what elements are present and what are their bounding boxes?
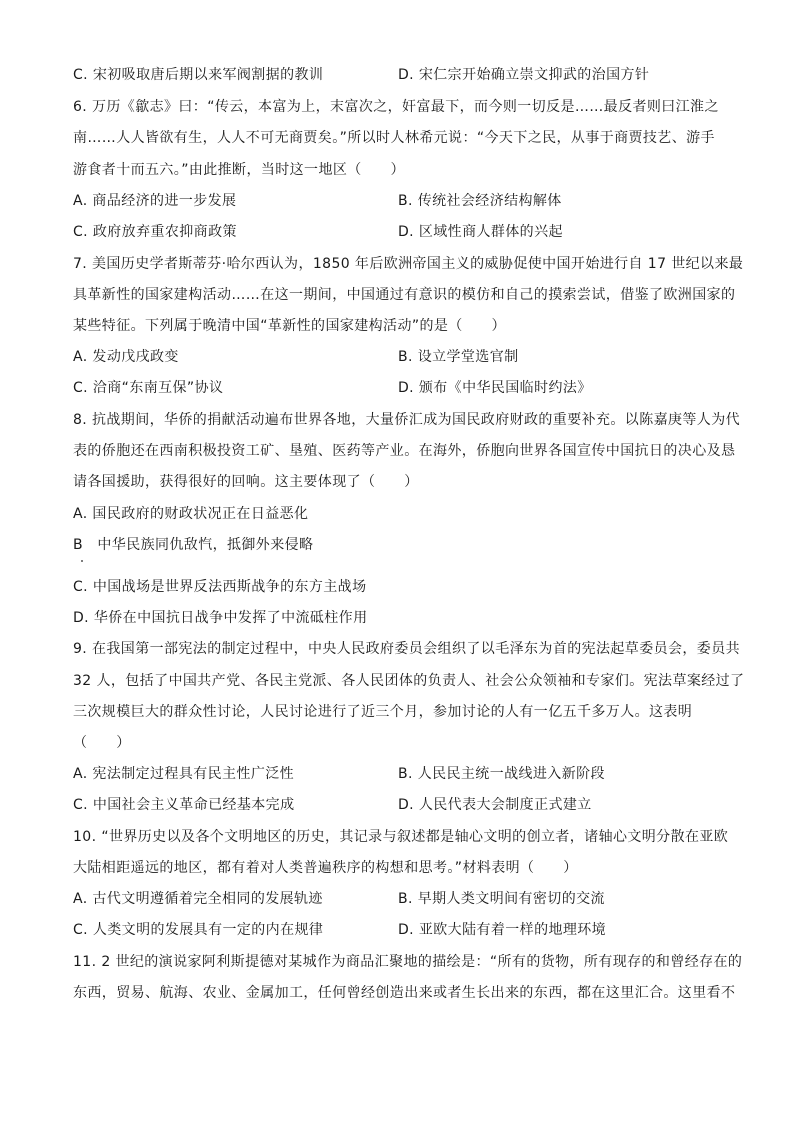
q7-stem-line-2: 具革新性的国家建构活动……在这一期间，中国通过有意识的模仿和自己的摸索尝试，借鉴了欧洲国家的 (73, 287, 736, 303)
q6-option-b: B. 传统社会经济结构解体 (398, 193, 562, 209)
q6-option-d: D. 区域性商人群体的兴起 (398, 224, 563, 240)
q7-option-c: C. 洽商“东南互保”协议 (73, 380, 224, 396)
q10-option-c: C. 人类文明的发展具有一定的内在规律 (73, 922, 324, 938)
q9-option-c: C. 中国社会主义革命已经基本完成 (73, 797, 295, 813)
q6-option-c: C. 政府放弃重农抑商政策 (73, 224, 237, 240)
q11-stem-line-2: 东西，贸易、航海、农业、金属加工，任何曾经创造出来或者生长出来的东西，都在这里汇合。这里看不 (73, 985, 736, 1001)
q9-stem-line-4: （ ） (73, 735, 131, 751)
q6-stem-line-3: 游食者十而五六。”由此推断，当时这一地区（ ） (73, 162, 405, 178)
q9-stem-line-3: 三次规模巨大的群众性讨论，人民讨论进行了近三个月，参加讨论的人有一亿五千多万人。这表明 (73, 704, 693, 720)
q9-option-b: B. 人民民主统一战线进入新阶段 (398, 766, 605, 782)
q7-option-a: A. 发动戊戌政变 (73, 349, 179, 365)
q7-option-b: B. 设立学堂选官制 (398, 349, 519, 365)
q9-stem-line-2: 32 人，包括了中国共产党、各民主党派、各人民团体的负责人、社会公众领袖和专家们。宪法草案经过了 (73, 673, 745, 689)
stray-dot-mark (81, 560, 83, 562)
q7-stem-line-1: 7. 美国历史学者斯蒂芬·哈尔西认为，1850 年后欧洲帝国主义的威胁促使中国开始进行自 17 世纪以来最 (73, 256, 744, 272)
q8-stem-line-1: 8. 抗战期间，华侨的捐献活动遍布世界各地，大量侨汇成为国民政府财政的重要补充。以陈嘉庚等人为代 (73, 412, 741, 428)
q8-stem-line-3: 请各国援助，获得很好的回响。这主要体现了（ ） (73, 474, 419, 490)
q6-option-a: A. 商品经济的进一步发展 (73, 193, 237, 209)
q9-stem-line-1: 9. 在我国第一部宪法的制定过程中，中央人民政府委员会组织了以毛泽东为首的宪法起草委员会，委员共 (73, 641, 741, 657)
q10-option-d: D. 亚欧大陆有着一样的地理环境 (398, 922, 607, 938)
q8-option-b: B 中华民族同仇敌忾，抵御外来侵略 (73, 537, 314, 553)
q6-stem-line-1: 6. 万历《歙志》曰：“传云，本富为上，末富次之，奸富最下，而今则一切反是……最反者则曰江淮之 (73, 99, 719, 115)
q9-option-d: D. 人民代表大会制度正式建立 (398, 797, 592, 813)
q8-option-d: D. 华侨在中国抗日战争中发挥了中流砥柱作用 (73, 610, 368, 626)
q8-stem-line-2: 表的侨胞还在西南积极投资工矿、垦殖、医药等产业。在海外，侨胞向世界各国宣传中国抗日的决心及恳 (73, 443, 736, 459)
q5-option-c: C. 宋初吸取唐后期以来军阀割据的教训 (73, 67, 324, 83)
q11-stem-line-1: 11. 2 世纪的演说家阿利斯提德对某城作为商品汇聚地的描绘是：“所有的货物，所有现存的和曾经存在的 (73, 954, 743, 970)
q9-option-a: A. 宪法制定过程具有民主性广泛性 (73, 766, 295, 782)
q6-stem-line-2: 南……人人皆欲有生，人人不可无商贾矣。”所以时人林希元说：“今天下之民，从事于商贾技艺、游手 (73, 130, 715, 146)
q10-stem-line-1: 10. “世界历史以及各个文明地区的历史，其记录与叙述都是轴心文明的创立者，诸轴心文明分散在亚欧 (73, 829, 729, 845)
q10-option-a: A. 古代文明遵循着完全相同的发展轨迹 (73, 891, 323, 907)
q8-option-a: A. 国民政府的财政状况正在日益恶化 (73, 506, 309, 522)
q10-option-b: B. 早期人类文明间有密切的交流 (398, 891, 605, 907)
q7-stem-line-3: 某些特征。下列属于晚清中国“革新性的国家建构活动”的是（ ） (73, 318, 506, 334)
q8-option-c: C. 中国战场是世界反法西斯战争的东方主战场 (73, 579, 367, 595)
q5-option-d: D. 宋仁宗开始确立崇文抑武的治国方针 (398, 67, 650, 83)
q7-option-d: D. 颁布《中华民国临时约法》 (398, 380, 592, 396)
q10-stem-line-2: 大陆相距遥远的地区，都有着对人类普遍秩序的构想和思考。”材料表明（ ） (73, 860, 578, 876)
